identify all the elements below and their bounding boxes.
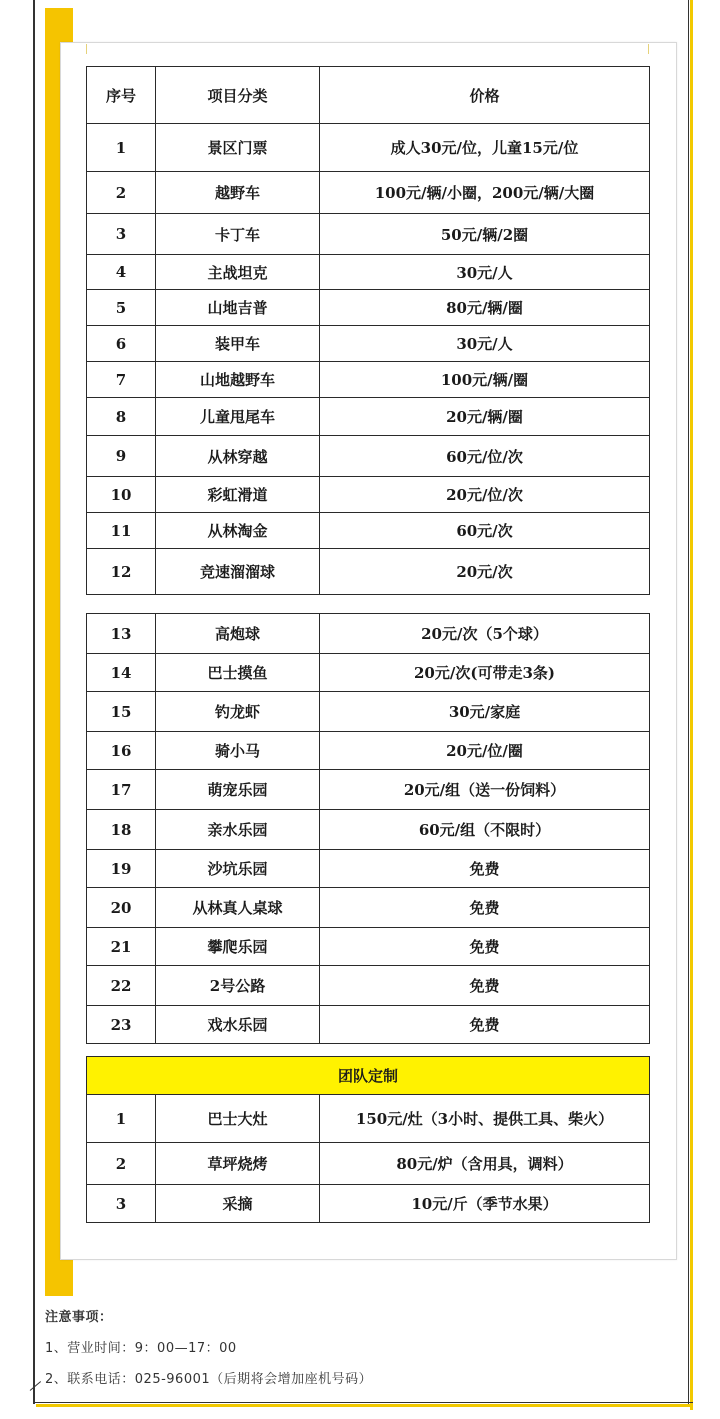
cell-number: 1 bbox=[87, 124, 156, 172]
cell-price: 30元/人 bbox=[320, 255, 650, 290]
cell-price: 免费 bbox=[320, 850, 650, 888]
cell-item-name: 儿童甩尾车 bbox=[156, 398, 320, 436]
cell-number: 7 bbox=[87, 362, 156, 398]
table-row bbox=[87, 888, 650, 928]
cell-price: 60元/位/次 bbox=[320, 436, 650, 477]
cell-item-name: 山地越野车 bbox=[156, 362, 320, 398]
cell-price: 20元/辆/圈 bbox=[320, 398, 650, 436]
cell-price: 成人30元/位，儿童15元/位 bbox=[320, 124, 650, 172]
cell-number: 5 bbox=[87, 290, 156, 326]
cell-item-name: 2号公路 bbox=[156, 966, 320, 1006]
table-row bbox=[87, 326, 650, 362]
cell-price: 20元/组（送一份饲料） bbox=[320, 770, 650, 810]
cell-item-name: 从林穿越 bbox=[156, 436, 320, 477]
cell-price: 80元/炉（含用具，调料） bbox=[320, 1143, 650, 1185]
cell-number: 19 bbox=[87, 850, 156, 888]
cell-item-name: 戏水乐园 bbox=[156, 1006, 320, 1044]
cell-item-name: 竞速溜溜球 bbox=[156, 549, 320, 595]
table-row bbox=[87, 928, 650, 966]
cell-item-name: 巴士大灶 bbox=[156, 1095, 320, 1143]
frame-right-yellow bbox=[690, 0, 693, 1410]
cell-item-name: 萌宠乐园 bbox=[156, 770, 320, 810]
table-row bbox=[87, 255, 650, 290]
notes-title: 注意事项： bbox=[45, 1310, 113, 1325]
cell-number: 8 bbox=[87, 398, 156, 436]
cell-number: 9 bbox=[87, 436, 156, 477]
cell-price: 150元/灶（3小时、提供工具、柴火） bbox=[320, 1095, 650, 1143]
cell-price: 30元/人 bbox=[320, 326, 650, 362]
table-row bbox=[87, 549, 650, 595]
header-price: 价格 bbox=[320, 67, 650, 124]
table-row bbox=[87, 513, 650, 549]
table-row bbox=[87, 214, 650, 255]
cell-item-name: 沙坑乐园 bbox=[156, 850, 320, 888]
cell-price: 20元/次 bbox=[320, 549, 650, 595]
cell-number: 12 bbox=[87, 549, 156, 595]
table-row bbox=[87, 810, 650, 850]
price-table-1 bbox=[86, 66, 650, 595]
cell-item-name: 高炮球 bbox=[156, 614, 320, 654]
cell-item-name: 彩虹滑道 bbox=[156, 477, 320, 513]
cell-number: 13 bbox=[87, 614, 156, 654]
cell-number: 14 bbox=[87, 654, 156, 692]
cell-number: 11 bbox=[87, 513, 156, 549]
cell-item-name: 钓龙虾 bbox=[156, 692, 320, 732]
table-row bbox=[87, 290, 650, 326]
frame-left-border bbox=[33, 0, 35, 1404]
cell-item-name: 骑小马 bbox=[156, 732, 320, 770]
cell-item-name: 主战坦克 bbox=[156, 255, 320, 290]
frame-bottom-yellow bbox=[36, 1404, 693, 1407]
table-row bbox=[87, 1185, 650, 1223]
cell-item-name: 从林真人桌球 bbox=[156, 888, 320, 928]
cell-price: 30元/家庭 bbox=[320, 692, 650, 732]
table-row bbox=[87, 732, 650, 770]
cell-item-name: 亲水乐园 bbox=[156, 810, 320, 850]
table-row bbox=[87, 172, 650, 214]
table-row bbox=[87, 692, 650, 732]
team-title: 团队定制 bbox=[87, 1057, 650, 1095]
header-category: 项目分类 bbox=[156, 67, 320, 124]
table-row bbox=[87, 1143, 650, 1185]
cell-item-name: 草坪烧烤 bbox=[156, 1143, 320, 1185]
cell-number: 10 bbox=[87, 477, 156, 513]
cell-number: 18 bbox=[87, 810, 156, 850]
cell-price: 20元/次(可带走3条) bbox=[320, 654, 650, 692]
cell-price: 60元/次 bbox=[320, 513, 650, 549]
cell-item-name: 越野车 bbox=[156, 172, 320, 214]
team-custom-table bbox=[86, 1056, 650, 1223]
table-row bbox=[87, 436, 650, 477]
cell-number: 22 bbox=[87, 966, 156, 1006]
header-no: 序号 bbox=[87, 67, 156, 124]
table-row bbox=[87, 966, 650, 1006]
cell-price: 100元/辆/小圈，200元/辆/大圈 bbox=[320, 172, 650, 214]
cell-price: 免费 bbox=[320, 1006, 650, 1044]
cell-price: 免费 bbox=[320, 928, 650, 966]
table-row bbox=[87, 770, 650, 810]
notes-line-hours: 1、营业时间：9：00—17：00 bbox=[45, 1341, 237, 1356]
table-row bbox=[87, 477, 650, 513]
notes-section bbox=[45, 1306, 372, 1387]
corner-mark bbox=[30, 1381, 41, 1391]
cell-price: 20元/位/圈 bbox=[320, 732, 650, 770]
price-table-2 bbox=[86, 613, 650, 1044]
cell-number: 3 bbox=[87, 1185, 156, 1223]
cell-number: 4 bbox=[87, 255, 156, 290]
cell-price: 60元/组（不限时） bbox=[320, 810, 650, 850]
cell-item-name: 采摘 bbox=[156, 1185, 320, 1223]
cell-price: 20元/位/次 bbox=[320, 477, 650, 513]
notes-line-phone: 2、联系电话：025-96001（后期将会增加座机号码） bbox=[45, 1372, 373, 1387]
cell-number: 2 bbox=[87, 1143, 156, 1185]
cell-number: 6 bbox=[87, 326, 156, 362]
cell-number: 17 bbox=[87, 770, 156, 810]
crop-tick bbox=[648, 44, 649, 54]
table-row bbox=[87, 362, 650, 398]
cell-price: 20元/次（5个球） bbox=[320, 614, 650, 654]
table-row bbox=[87, 1006, 650, 1044]
cell-number: 21 bbox=[87, 928, 156, 966]
cell-item-name: 攀爬乐园 bbox=[156, 928, 320, 966]
frame-right-border bbox=[688, 0, 689, 1404]
cell-number: 3 bbox=[87, 214, 156, 255]
cell-item-name: 卡丁车 bbox=[156, 214, 320, 255]
cell-number: 15 bbox=[87, 692, 156, 732]
cell-price: 免费 bbox=[320, 888, 650, 928]
cell-item-name: 装甲车 bbox=[156, 326, 320, 362]
table-row bbox=[87, 124, 650, 172]
cell-number: 2 bbox=[87, 172, 156, 214]
cell-price: 50元/辆/2圈 bbox=[320, 214, 650, 255]
cell-price: 免费 bbox=[320, 966, 650, 1006]
frame-bottom-border bbox=[33, 1402, 693, 1403]
cell-price: 10元/斤（季节水果） bbox=[320, 1185, 650, 1223]
cell-price: 100元/辆/圈 bbox=[320, 362, 650, 398]
cell-item-name: 景区门票 bbox=[156, 124, 320, 172]
crop-tick bbox=[86, 44, 87, 54]
table-header-row bbox=[87, 67, 650, 124]
table-row bbox=[87, 654, 650, 692]
table-row bbox=[87, 1095, 650, 1143]
table-row bbox=[87, 398, 650, 436]
cell-item-name: 山地吉普 bbox=[156, 290, 320, 326]
cell-number: 23 bbox=[87, 1006, 156, 1044]
cell-number: 20 bbox=[87, 888, 156, 928]
team-header-row bbox=[87, 1057, 650, 1095]
cell-item-name: 巴士摸鱼 bbox=[156, 654, 320, 692]
table-row bbox=[87, 614, 650, 654]
cell-price: 80元/辆/圈 bbox=[320, 290, 650, 326]
cell-number: 16 bbox=[87, 732, 156, 770]
table-row bbox=[87, 850, 650, 888]
cell-number: 1 bbox=[87, 1095, 156, 1143]
cell-item-name: 从林淘金 bbox=[156, 513, 320, 549]
